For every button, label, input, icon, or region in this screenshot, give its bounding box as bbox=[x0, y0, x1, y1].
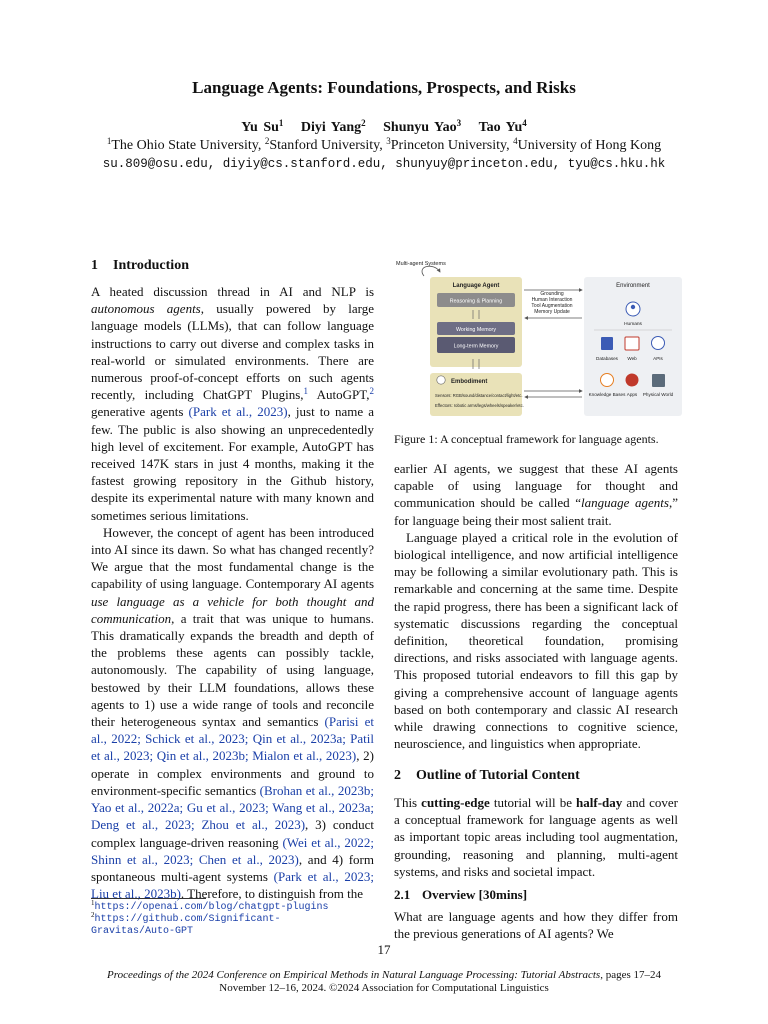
env-item-label: Humans bbox=[624, 322, 642, 327]
sensors-label: Sensors: RGB/sound/distance/contact/light/etc. bbox=[435, 393, 523, 398]
framework-figure bbox=[394, 256, 684, 416]
footnote[interactable]: $^1$https://openai.com/blog/chatgpt-plugins bbox=[91, 899, 329, 913]
env-item-label: Physical World bbox=[642, 392, 674, 397]
figure-caption: Figure 1: A conceptual framework for language agents. bbox=[394, 432, 659, 446]
embodiment-title: Embodiment bbox=[451, 379, 488, 385]
env-item-label: APIs bbox=[653, 356, 663, 361]
author: Tao Yu$^4$ bbox=[478, 118, 527, 135]
working-memory-label: Working Memory bbox=[456, 327, 496, 333]
env-item-label: Web bbox=[627, 356, 637, 361]
knowledge-base-icon bbox=[601, 374, 614, 387]
author: Yu Su$^1$ bbox=[241, 118, 284, 135]
footnote-divider bbox=[91, 898, 206, 899]
page-number: 17 bbox=[377, 942, 391, 957]
effectors-label: Effectors: robotic arms/legs/wheels/speaker/etc. bbox=[435, 403, 524, 408]
reasoning-label: Reasoning & Planning bbox=[449, 298, 503, 305]
long-term-memory-label: Long-term Memory bbox=[453, 343, 499, 350]
environment-title: Environment bbox=[616, 283, 650, 289]
footnote[interactable]: $^2$https://github.com/Significant-Gravitas/Auto-GPT bbox=[91, 911, 281, 937]
author-list bbox=[0, 120, 768, 136]
apps-icon bbox=[626, 374, 639, 387]
arrow-label: Human Interaction bbox=[531, 297, 573, 303]
env-item-label: Knowledge Bases bbox=[588, 392, 626, 397]
section-heading: 1 Introduction bbox=[91, 258, 189, 273]
right-column-body: earlier AI agents, we suggest that these AI agents capable of using language for thought and communication should be called “language agents,” for language being their most salient trait. Language played a critical role in the evolution of biological intelligence, and now artificial intelligence may be following a similar evolutionary path. This is remarkable and concerning at the same time. Despite the rapid progress, there has been a significant lack of systematic discussions regarding the conceptual definition, theoretical foundation, promising directions, and risks associated with language agents. This proposed tutorial endeavors to fill this gap by giving a comprehensive account of language agents based on both contemporary and classic AI research while drawing connections to cognitive science, neuroscience, and linguistics when appropriate. bbox=[394, 461, 678, 752]
api-icon bbox=[652, 337, 665, 350]
physical-world-icon bbox=[652, 374, 665, 387]
language-agent-title: Language Agent bbox=[452, 283, 500, 289]
intro-body: A heated discussion thread in AI and NLP is autonomous agents, usually powered by large language models (LLMs), that can follow language instructions to carry out diverse and complex tasks in real-world or simulated environments. There are numerous proof-of-concept efforts on such agents recently, including ChatGPT Plugins,$^1$ AutoGPT,$^2$ generative agents (Park et al., 2023), just to name a few. The public is also showing an unprecedentedly high level of excitement. For example, AutoGPT has received 147K stars in just 4 months, making it the fastest growing repository in the Github history, despite its experimental nature with many known and sometimes serious limitations. However, the concept of agent has been introduced into AI since its dawn. So what has changed recently? We argue that the most fundamental change is the capability of using language. Contemporary AI agents use language as a vehicle for both thought and communication, a trait that was unique to humans. This dramatically expands the breadth and depth of the problems these agents can possibly tackle, autonomously. The capability of using language, bestowed by their LLM foundations, allows these agents to 1) use a wide range of tools and reconcile their heterogeneous syntax and semantics (Parisi et al., 2022; Schick et al., 2023; Qin et al., 2023a; Patil et al., 2023; Qin et al., 2023b; Mialon et al., 2023), 2) operate in complex environments and ground to environment-specific semantics (Brohan et al., 2023b; Yao et al., 2022a; Gu et al., 2023; Wang et al., 2023a; Deng et al., 2023; Zhou et al., 2023), 3) conduct complex language-driven reasoning (Wei et al., 2022; Shinn et al., 2023; Chen et al., 2023), and 4) form spontaneous multi-agent systems (Park et al., 2023; Liu et al., 2023b). Therefore, to distinguish from the bbox=[91, 284, 375, 902]
affiliations: $^1$The Ohio State University, $^2$Stanford University, $^3$Princeton University, $^4$University of Hong Kong bbox=[106, 136, 662, 153]
database-icon bbox=[601, 337, 613, 350]
author: Diyi Yang$^2$ bbox=[300, 118, 366, 135]
subsection-heading: 2.1 Overview [30mins] bbox=[394, 887, 528, 902]
web-icon bbox=[625, 337, 639, 350]
robot-icon bbox=[437, 376, 445, 384]
outline-body: This cutting-edge tutorial will be half-day and cover a conceptual framework for language agents as well as important topic areas including tool augmentation, grounding, reasoning and planning, multi-agent systems, and risks and societal impact. bbox=[394, 795, 679, 879]
framework-diagram bbox=[394, 256, 684, 416]
author: Shunyu Yao$^3$ bbox=[383, 118, 462, 135]
multi-agent-label: Multi-agent Systems bbox=[396, 261, 446, 267]
arrow-label: Memory Update bbox=[534, 309, 570, 315]
env-item-label: Apps bbox=[626, 392, 638, 397]
arrow-label: Tool Augmentation bbox=[531, 303, 573, 309]
author-emails: su.809@osu.edu, diyiy@cs.stanford.edu, shunyuy@princeton.edu, tyu@cs.hku.hk bbox=[102, 157, 666, 171]
paper-title: Language Agents: Foundations, Prospects, and Risks bbox=[192, 78, 576, 97]
arrow-label: Grounding bbox=[540, 291, 564, 297]
proceedings-footer: Proceedings of the 2024 Conference on Empirical Methods in Natural Language Processing: Tutorial Abstracts, pages 17–24 November 12–16, 2024. ©2024 Association for Computational Linguistics bbox=[106, 969, 662, 994]
section-heading: 2 Outline of Tutorial Content bbox=[394, 768, 580, 783]
overview-body: What are language agents and how they differ from the previous generations of AI agents? We bbox=[394, 909, 678, 942]
env-item-label: Databases bbox=[596, 356, 618, 361]
